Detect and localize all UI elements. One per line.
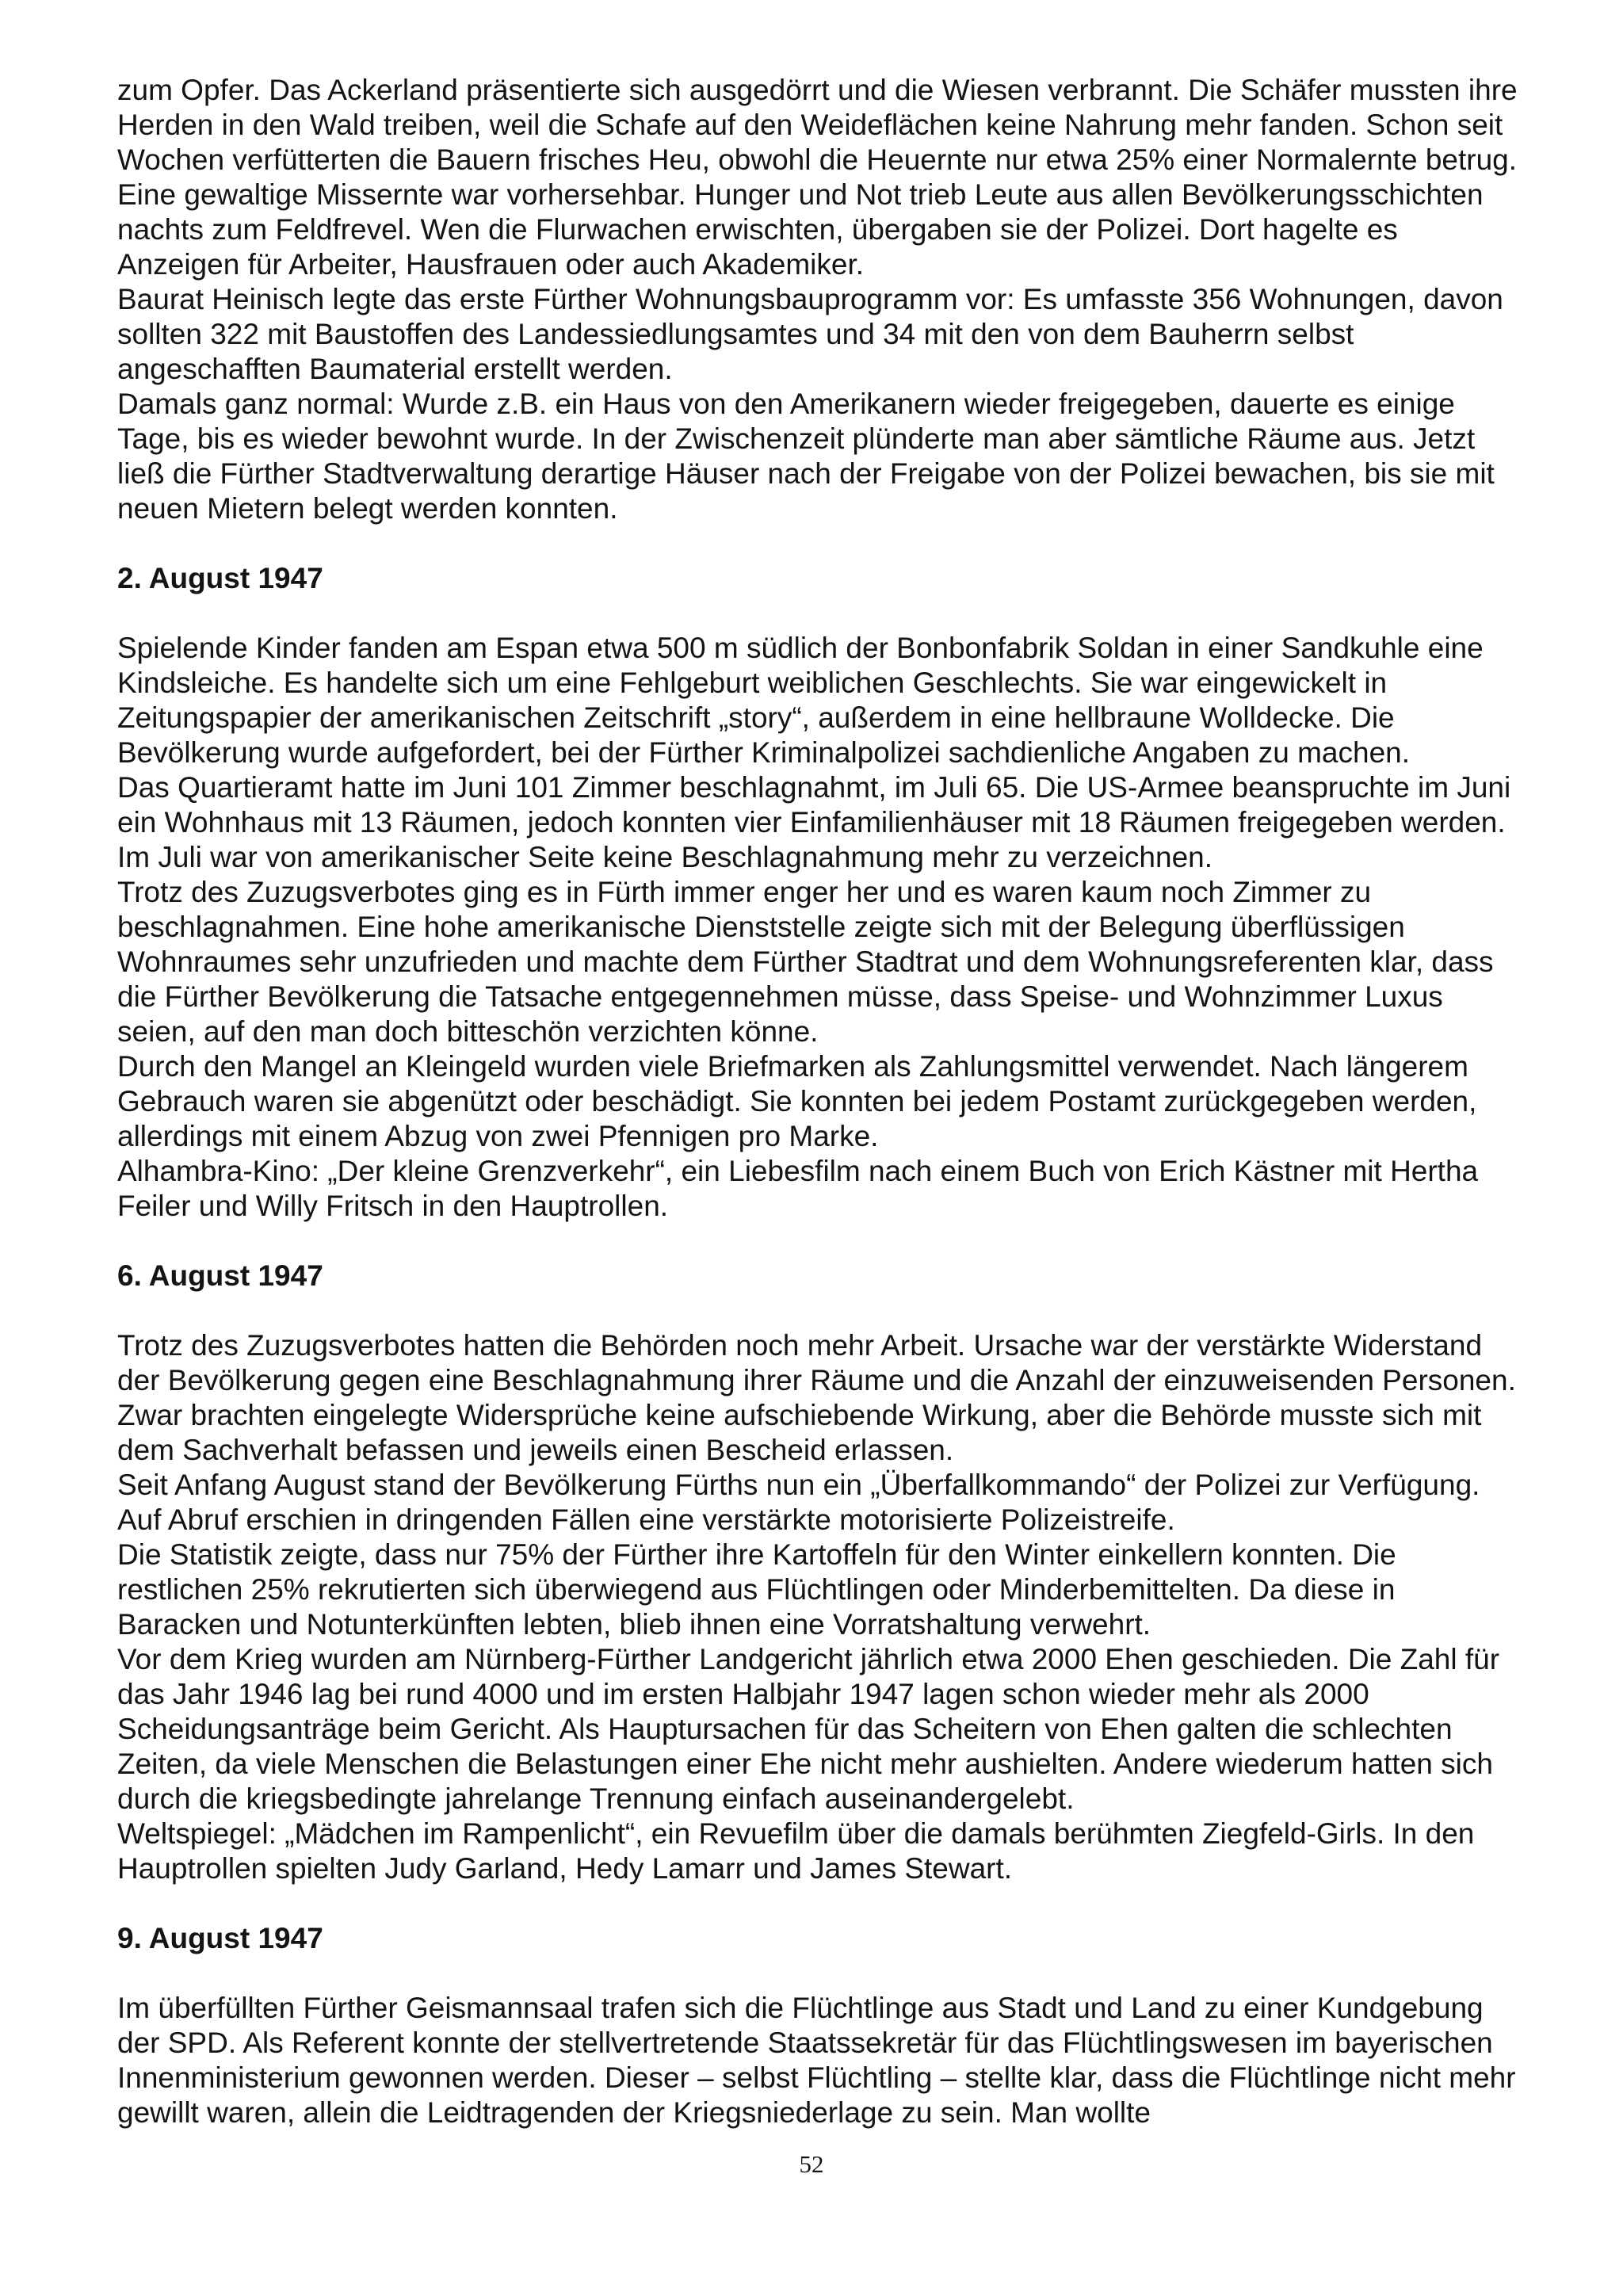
- section-paragraph: Trotz des Zuzugsverbotes ging es in Fürth immer enger her und es waren kaum noch Zimmer zu beschlagnahmen. Eine hohe amerikanische Dienststelle zeigte sich mit der Belegung überflüssigen Wohnraumes sehr unzufrieden und machte dem Fürther Stadtrat und dem Wohnungsreferenten klar, dass die Fürther Bevölkerung die Tatsache entgegennehmen müsse, dass Speise- und Wohnzimmer Luxus seien, auf den man doch bitteschön verzichten könne.: [117, 876, 1494, 1048]
- document-page: [117, 73, 1520, 2130]
- section-paragraph: Weltspiegel: „Mädchen im Rampenlicht“, ein Revuefilm über die damals berühmten Ziegfeld-Girls. In den Hauptrollen spielten Judy Garland, Hedy Lamarr und James Stewart.: [117, 1817, 1475, 1885]
- section-paragraph: Trotz des Zuzugsverbotes hatten die Behörden noch mehr Arbeit. Ursache war der verstärkte Widerstand der Bevölkerung gegen eine Beschlagnahmung ihrer Räume und die Anzahl der einzuweisenden Personen. Zwar brachten eingelegte Widersprüche keine aufschiebende Wirkung, aber die Behörde musste sich mit dem Sachverhalt befassen und jeweils einen Bescheid erlassen.: [117, 1329, 1516, 1466]
- section-heading: 9. August 1947: [117, 1922, 323, 1954]
- intro-paragraph-1: zum Opfer. Das Ackerland präsentierte sich ausgedörrt und die Wiesen verbrannt. Die Schäfer mussten ihre Herden in den Wald treiben, weil die Schafe auf den Weideflächen keine Nahrung mehr fanden. Schon seit Wochen verfütterten die Bauern frisches Heu, obwohl die Heuernte nur etwa 25% einer Normalernte betrug. Eine gewaltige Missernte war vorhersehbar. Hunger und Not trieb Leute aus allen Bevölkerungsschichten nachts zum Feldfrevel. Wen die Flurwachen erwischten, übergaben sie der Polizei. Dort hagelte es Anzeigen für Arbeiter, Hausfrauen oder auch Akademiker.: [117, 74, 1518, 281]
- section-heading: 6. August 1947: [117, 1259, 323, 1292]
- page-number: 52: [799, 2150, 824, 2178]
- section-heading: 2. August 1947: [117, 562, 323, 594]
- section-paragraph: Vor dem Krieg wurden am Nürnberg-Fürther Landgericht jährlich etwa 2000 Ehen geschieden. Die Zahl für das Jahr 1946 lag bei rund 4000 und im ersten Halbjahr 1947 lagen schon wieder mehr als 2000 Scheidungsanträge beim Gericht. Als Hauptursachen für das Scheitern von Ehen galten die schlechten Zeiten, da viele Menschen die Belastungen einer Ehe nicht mehr aushielten. Andere wiederum hatten sich durch die kriegsbedingte jahrelange Trennung einfach auseinandergelebt.: [117, 1643, 1500, 1815]
- section-paragraph: Seit Anfang August stand der Bevölkerung Fürths nun ein „Überfallkommando“ der Polizei zur Verfügung. Auf Abruf erschien in dringenden Fällen eine verstärkte motorisierte Polizeistreife.: [117, 1469, 1480, 1536]
- section-6-august-1947: [117, 1259, 1520, 1886]
- section-paragraph: Die Statistik zeigte, dass nur 75% der Fürther ihre Kartoffeln für den Winter einkellern konnten. Die restlichen 25% rekrutierten sich überwiegend aus Flüchtlingen oder Minderbemittelten. Da diese in Baracken und Notunterkünften lebten, blieb ihnen eine Vorratshaltung verwehrt.: [117, 1538, 1396, 1641]
- section-paragraph: Spielende Kinder fanden am Espan etwa 500 m südlich der Bonbonfabrik Soldan in einer Sandkuhle eine Kindsleiche. Es handelte sich um eine Fehlgeburt weiblichen Geschlechts. Sie war eingewickelt in Zeitungspapier der amerikanischen Zeitschrift „story“, außerdem in eine hellbraune Wolldecke. Die Bevölkerung wurde aufgefordert, bei der Fürther Kriminalpolizei sachdienliche Angaben zu machen.: [117, 632, 1484, 769]
- intro-paragraph-2: Baurat Heinisch legte das erste Fürther Wohnungsbauprogramm vor: Es umfasste 356 Wohnungen, davon sollten 322 mit Baustoffen des Landessiedlungsamtes und 34 mit den von dem Bauherrn selbst angeschafften Baumaterial erstellt werden.: [117, 283, 1503, 385]
- intro-paragraph-3: Damals ganz normal: Wurde z.B. ein Haus von den Amerikanern wieder freigegeben, dauerte es einige Tage, bis es wieder bewohnt wurde. In der Zwischenzeit plünderte man aber sämtliche Räume aus. Jetzt ließ die Fürther Stadtverwaltung derartige Häuser nach der Freigabe von der Polizei bewachen, bis sie mit neuen Mietern belegt werden konnten.: [117, 388, 1495, 525]
- section-9-august-1947: [117, 1921, 1520, 2130]
- section-paragraph: Das Quartieramt hatte im Juni 101 Zimmer beschlagnahmt, im Juli 65. Die US-Armee beanspruchte im Juni ein Wohnhaus mit 13 Räumen, jedoch konnten vier Einfamilienhäuser mit 18 Räumen freigegeben werden. Im Juli war von amerikanischer Seite keine Beschlagnahmung mehr zu verzeichnen.: [117, 771, 1511, 873]
- section-paragraph: Im überfüllten Fürther Geismannsaal trafen sich die Flüchtlinge aus Stadt und Land zu einer Kundgebung der SPD. Als Referent konnte der stellvertretende Staatssekretär für das Flüchtlingswesen im bayerischen Innenministerium gewonnen werden. Dieser – selbst Flüchtling – stellte klar, dass die Flüchtlinge nicht mehr gewillt waren, allein die Leidtragenden der Kriegsniederlage zu sein. Man wollte: [117, 1992, 1516, 2129]
- section-2-august-1947: [117, 561, 1520, 1224]
- section-paragraph: Durch den Mangel an Kleingeld wurden viele Briefmarken als Zahlungsmittel verwendet. Nach längerem Gebrauch waren sie abgenützt oder beschädigt. Sie konnten bei jedem Postamt zurückgegeben werden, allerdings mit einem Abzug von zwei Pfennigen pro Marke.: [117, 1050, 1477, 1152]
- section-paragraph: Alhambra-Kino: „Der kleine Grenzverkehr“, ein Liebesfilm nach einem Buch von Erich Kästner mit Hertha Feiler und Willy Fritsch in den Hauptrollen.: [117, 1155, 1479, 1222]
